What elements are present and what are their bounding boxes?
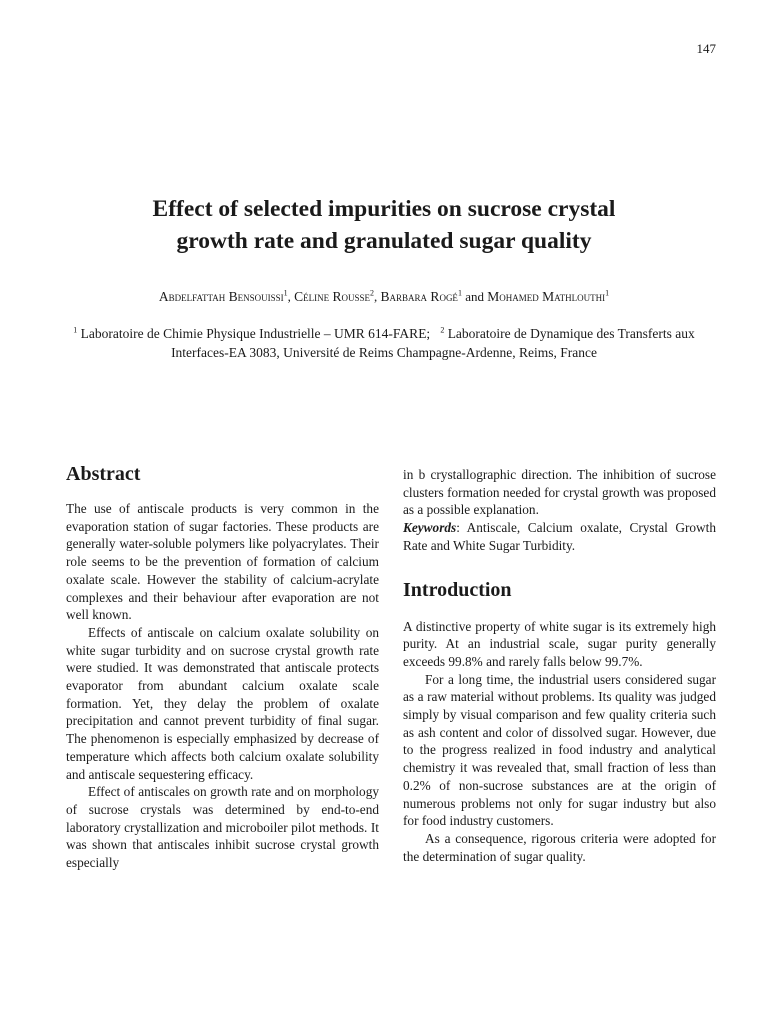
- title-line-2: growth rate and granulated sugar quality: [176, 228, 592, 254]
- abstract-heading: Abstract: [66, 463, 141, 485]
- affiliation-1: Laboratoire de Chimie Physique Industrielle – UMR 614-FARE;: [77, 326, 431, 341]
- intro-paragraph-3: As a consequence, rigorous criteria were adopted for the determination of sugar quality.: [403, 830, 716, 864]
- abstract-paragraph-1: The use of antiscale products is very common in the evaporation station of sugar factories. These products are generally water-soluble polymers like polyacrylates. Their role seems to be the prevention of formation of calcium oxalate scale. However the stability of calcium-acrylate complexes and their behaviour after evaporation are not well known.: [66, 501, 379, 623]
- author-4: Mohamed Mathlouthi$^1$: [487, 288, 610, 304]
- right-column: [403, 466, 716, 865]
- page-number: 147: [696, 41, 716, 56]
- left-column: [66, 462, 379, 872]
- author-2: Céline Rousse$^2$: [294, 288, 375, 304]
- abstract-paragraph-2: Effects of antiscale on calcium oxalate solubility on white sugar turbidity and on sucrose crystal growth rate were studied. It was demonstrated that antiscale protects evaporator from abundant calcium oxalate scale formation. Yet, they delay the problem of oxalate precipitation and cannot prevent turbidity of final sugar. The phenomenon is especially emphasized by decrease of temperature which affects both calcium oxalate solubility and antiscale sequestering efficacy.: [66, 624, 379, 782]
- author-3: Barbara Rogé$^1$: [380, 288, 462, 304]
- author-list: Abdelfattah Bensouissi$^1$, Céline Rousse$^2$, Barbara Rogé$^1$ and Mohamed Mathlouthi$^1$: [158, 288, 610, 304]
- title-line-1: Effect of selected impurities on sucrose crystal: [152, 196, 616, 222]
- abstract-paragraph-3-continued: in b crystallographic direction. The inhibition of sucrose clusters formation needed for crystal growth was proposed as a possible explanation.: [403, 467, 716, 518]
- author-1: Abdelfattah Bensouissi$^1$: [158, 288, 288, 304]
- paper-title: [0, 193, 768, 257]
- keywords-label: Keywords: [403, 520, 457, 536]
- intro-paragraph-1: A distinctive property of white sugar is its extremely high purity. At an industrial scale, sugar purity generally exceeds 99.8% and rarely falls below 99.7%.: [403, 618, 716, 669]
- intro-paragraph-2: For a long time, the industrial users considered sugar as a raw material without problems. Its quality was judged simply by visual comparison and few quality criteria such as ash content and color of dissolved sugar. However, due to the progress realized in food industry and analytical chemistry it was revealed that, small fraction of less than 0.2% of non-sucrose substances are at the origin of numerous problems not only for sugar industry but also for food industry customers.: [403, 671, 716, 829]
- affiliations: $^1$ Laboratoire de Chimie Physique Industrielle – UMR 614-FARE; $^2$ Laboratoire de Dynamique des Transferts aux Interfaces-EA 3083, Université de Reims Champagne-Ardenne, Reims, France: [73, 325, 695, 360]
- affiliation-2: Laboratoire de Dynamique des Transferts aux Interfaces-EA 3083, Université de Reims Champagne-Ardenne, Reims, France: [171, 326, 695, 360]
- keywords: [403, 519, 716, 554]
- introduction-heading: Introduction: [403, 578, 512, 601]
- abstract-paragraph-3: Effect of antiscales on growth rate and on morphology of sucrose crystals was determined by end-to-end laboratory crystallization and microboiler pilot methods. It was shown that antiscales inhibit sucrose crystal growth especially: [66, 784, 379, 871]
- keywords-text: : Antiscale, Calcium oxalate, Crystal Growth Rate and White Sugar Turbidity.: [403, 520, 716, 553]
